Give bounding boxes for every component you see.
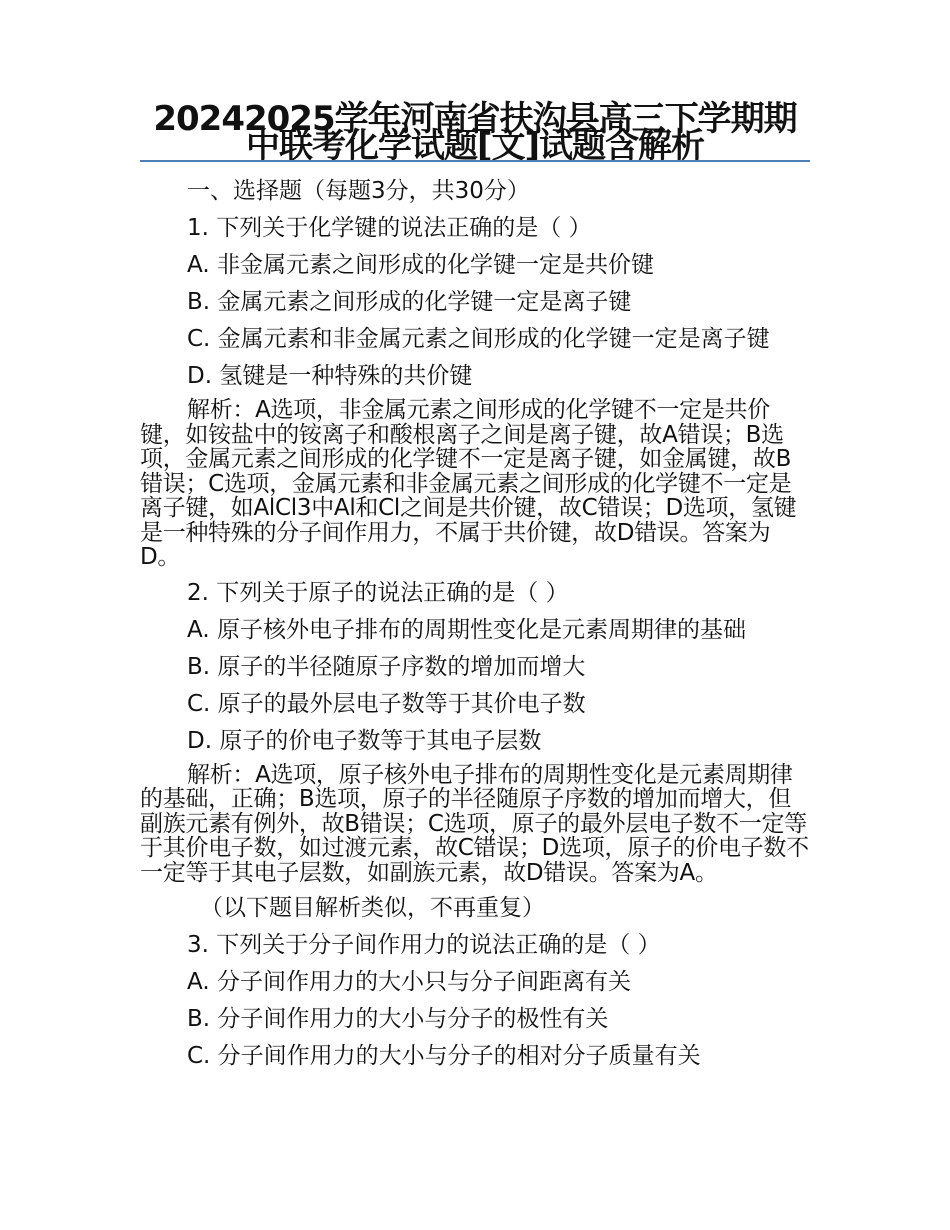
- question-2-option-c: C. 原子的最外层电子数等于其价电子数: [187, 690, 586, 717]
- document-title: 20242025学年河南省扶沟县高三下学期期中联考化学试题[文]试题含解析: [153, 99, 797, 166]
- question-3-option-b: B. 分子间作用力的大小与分子的极性有关: [187, 1006, 609, 1032]
- question-3: 3. 下列关于分子间作用力的说法正确的是（ ）: [187, 932, 661, 958]
- question-1-option-b: B. 金属元素之间形成的化学键一定是离子键: [187, 289, 632, 315]
- question-2-analysis: 解析：A选项，原子核外电子排布的周期性变化是元素周期律的基础，正确；B选项，原子的半径随原子序数的增加而增大，但副族元素有例外，故B错误；C选项，原子的最外层电子数不一定等于其价电子数，如过渡元素，故C错误；D选项，原子的价电子数不一定等于其电子层数，如副族元素，故D错误。答案为A。: [140, 761, 809, 886]
- document-body: [140, 176, 810, 1078]
- question-2: 2. 下列关于原子的说法正确的是（ ）: [187, 579, 569, 606]
- question-2-option-d: D. 原子的价电子数等于其电子层数: [187, 727, 542, 754]
- question-2-option-a: A. 原子核外电子排布的周期性变化是元素周期律的基础: [187, 616, 746, 643]
- title-underline: [140, 160, 810, 162]
- question-1-analysis: 解析：A选项，非金属元素之间形成的化学键不一定是共价键，如铵盐中的铵离子和酸根离子之间是离子键，故A错误；B选项，金属元素之间形成的化学键不一定是离子键，如金属键，故B错误；C选项，金属元素和非金属元素之间形成的化学键不一定是离子键，如AlCl3中Al和Cl之间是共价键，故C错误；D选项，氢键是一种特殊的分子间作用力，不属于共价键，故D错误。答案为D。: [140, 397, 797, 570]
- note: （以下题目解析类似，不再重复）: [200, 895, 545, 921]
- question-3-option-c: C. 分子间作用力的大小与分子的相对分子质量有关: [187, 1043, 701, 1069]
- question-1: 1. 下列关于化学键的说法正确的是（ ）: [187, 215, 592, 241]
- question-1-option-d: D. 氢键是一种特殊的共价键: [187, 363, 473, 389]
- question-2-option-b: B. 原子的半径随原子序数的增加而增大: [187, 653, 586, 680]
- section-heading: 一、选择题（每题3分，共30分）: [187, 178, 530, 204]
- question-1-option-a: A. 非金属元素之间形成的化学键一定是共价键: [187, 252, 654, 278]
- question-3-option-a: A. 分子间作用力的大小只与分子间距离有关: [187, 969, 631, 995]
- question-1-option-c: C. 金属元素和非金属元素之间形成的化学键一定是离子键: [187, 326, 770, 352]
